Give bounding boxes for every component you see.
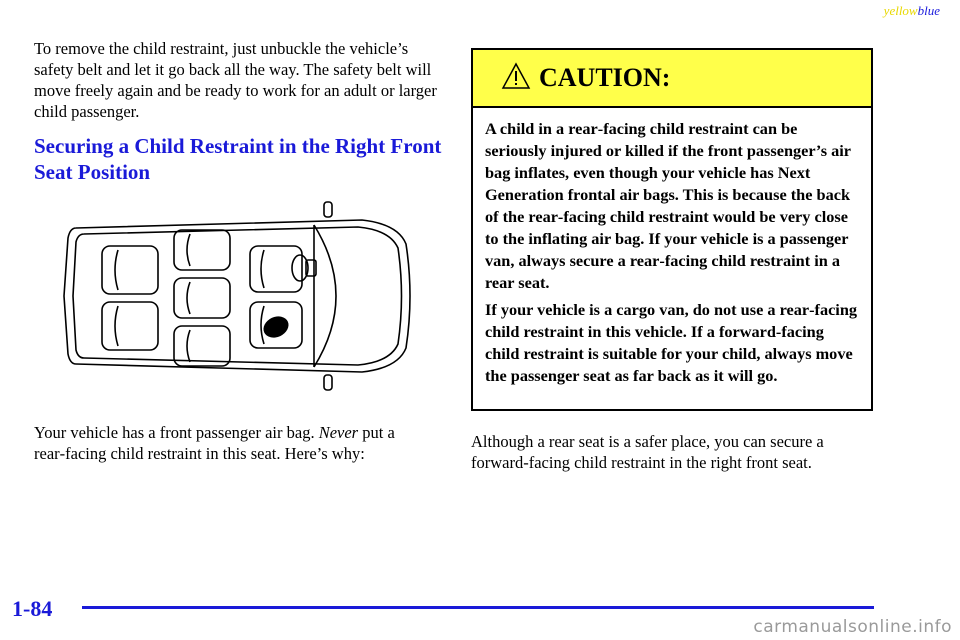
closing-paragraph: Although a rear seat is a safer place, you can secure a forward‑facing child restraint in the right front seat. [471, 432, 824, 472]
intro-paragraph: To remove the child restraint, just unbuckle the vehicle’s safety belt and let it go back all the way. The safety belt will move freely again and be ready to work for an adult or larger child passenger. [34, 39, 437, 121]
warning-triangle-icon [501, 62, 531, 90]
page-number: 1-84 [12, 596, 53, 621]
caution-body [473, 108, 871, 387]
print-mark-yellow: yellow [883, 3, 918, 18]
caution-paragraph-1: A child in a rear‑facing child restraint can be seriously injured or killed if the front passenger’s air bag inflates, even though your vehicle has Next Generation frontal air bags. This is because the back of the rear‑facing child restraint would be very close to the inflating air bag. If your vehicle is a passenger van, always secure a rear‑facing child restraint in a rear seat. [485, 119, 851, 292]
print-color-marks [884, 3, 940, 19]
airbag-paragraph-block [34, 422, 444, 464]
airbag-text-emphasis: Never [318, 423, 359, 442]
van-top-view-icon [62, 198, 420, 394]
caution-box [471, 48, 873, 411]
footer-divider [82, 606, 874, 609]
airbag-text-after: put a rear‑facing child restraint in this seat. Here’s why: [34, 423, 395, 463]
caution-header [473, 50, 871, 108]
caution-paragraph-2: If your vehicle is a cargo van, do not use a rear‑facing child restraint in this vehicle. If a forward‑facing child restraint is suitable for your child, always move the passenger seat as far back as it will go. [485, 300, 858, 385]
van-seating-diagram [62, 198, 420, 394]
closing-paragraph-block [471, 431, 891, 473]
airbag-text-before: Your vehicle has a front passenger air bag. [34, 423, 319, 442]
print-mark-blue: blue [917, 3, 940, 18]
intro-section [34, 38, 444, 122]
caution-title: CAUTION: [539, 63, 671, 92]
airbag-paragraph [34, 422, 444, 464]
watermark-text: carmanualsonline.info [753, 617, 952, 637]
section-heading: Securing a Child Restraint in the Right Front Seat Position [34, 134, 442, 184]
